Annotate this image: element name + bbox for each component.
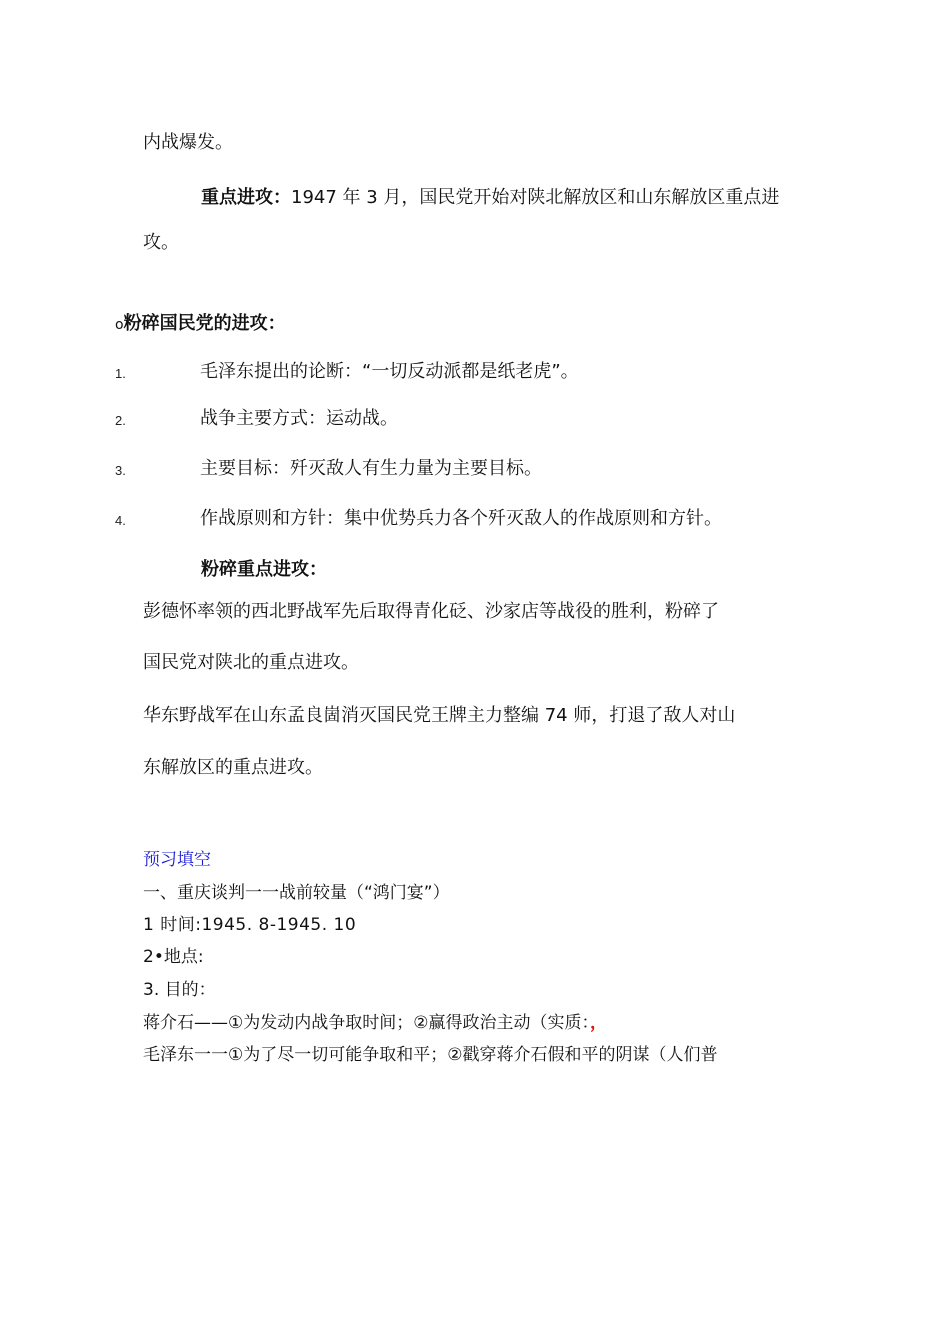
heading-text: 粉碎国民党的进攻： — [123, 313, 286, 334]
paragraph-line: 东解放区的重点进攻。 — [143, 757, 323, 778]
key-attack-continuation: 攻。 — [143, 232, 179, 253]
key-attack-paragraph — [201, 186, 779, 210]
mao-line: 毛泽东一一①为了尽一切可能争取和平；②戳穿蒋介石假和平的阴谋（人们普 — [143, 1045, 718, 1065]
place-line: 2•地点: — [143, 947, 204, 967]
key-attack-label: 重点进攻： — [201, 187, 291, 208]
jiang-line — [143, 1011, 607, 1035]
paragraph-line: 彭德怀率领的西北野战军先后取得青化砭、沙家店等战役的胜利，粉碎了 — [143, 601, 719, 622]
list-item: 战争主要方式：运动战。 — [200, 408, 398, 429]
text-civil-war-outbreak: 内战爆发。 — [143, 132, 233, 153]
list-number: 1. — [115, 366, 126, 381]
key-attack-text: 1947 年 3 月，国民党开始对陕北解放区和山东解放区重点进 — [291, 187, 780, 208]
list-number: 2. — [115, 413, 126, 428]
bullet-marker: o — [115, 317, 124, 333]
section-heading — [115, 312, 286, 337]
red-mark: ， — [589, 1013, 607, 1033]
list-item: 作战原则和方针：集中优势兵力各个歼灭敌人的作战原则和方针。 — [200, 508, 722, 529]
subheading: 粉碎重点进攻： — [201, 559, 327, 580]
paragraph-line: 华东野战军在山东孟良崮消灭国民党王牌主力整编 74 师，打退了敌人对山 — [143, 705, 736, 726]
list-number: 4. — [115, 513, 126, 528]
list-item: 毛泽东提出的论断：“一切反动派都是纸老虎”。 — [200, 361, 579, 382]
jiang-text: 蒋介石——①为发动内战争取时间；②赢得政治主动（实质： — [143, 1013, 590, 1033]
list-number: 3. — [115, 463, 126, 478]
time-line: 1 时间:1945. 8-1945. 10 — [143, 915, 357, 935]
chongqing-heading: 一、重庆谈判一一战前较量（“鸿门宴”） — [143, 883, 450, 903]
preview-title: 预习填空 — [143, 850, 211, 870]
list-item: 主要目标：歼灭敌人有生力量为主要目标。 — [200, 458, 542, 479]
paragraph-line: 国民党对陕北的重点进攻。 — [143, 652, 359, 673]
purpose-line: 3. 目的： — [143, 980, 216, 1000]
